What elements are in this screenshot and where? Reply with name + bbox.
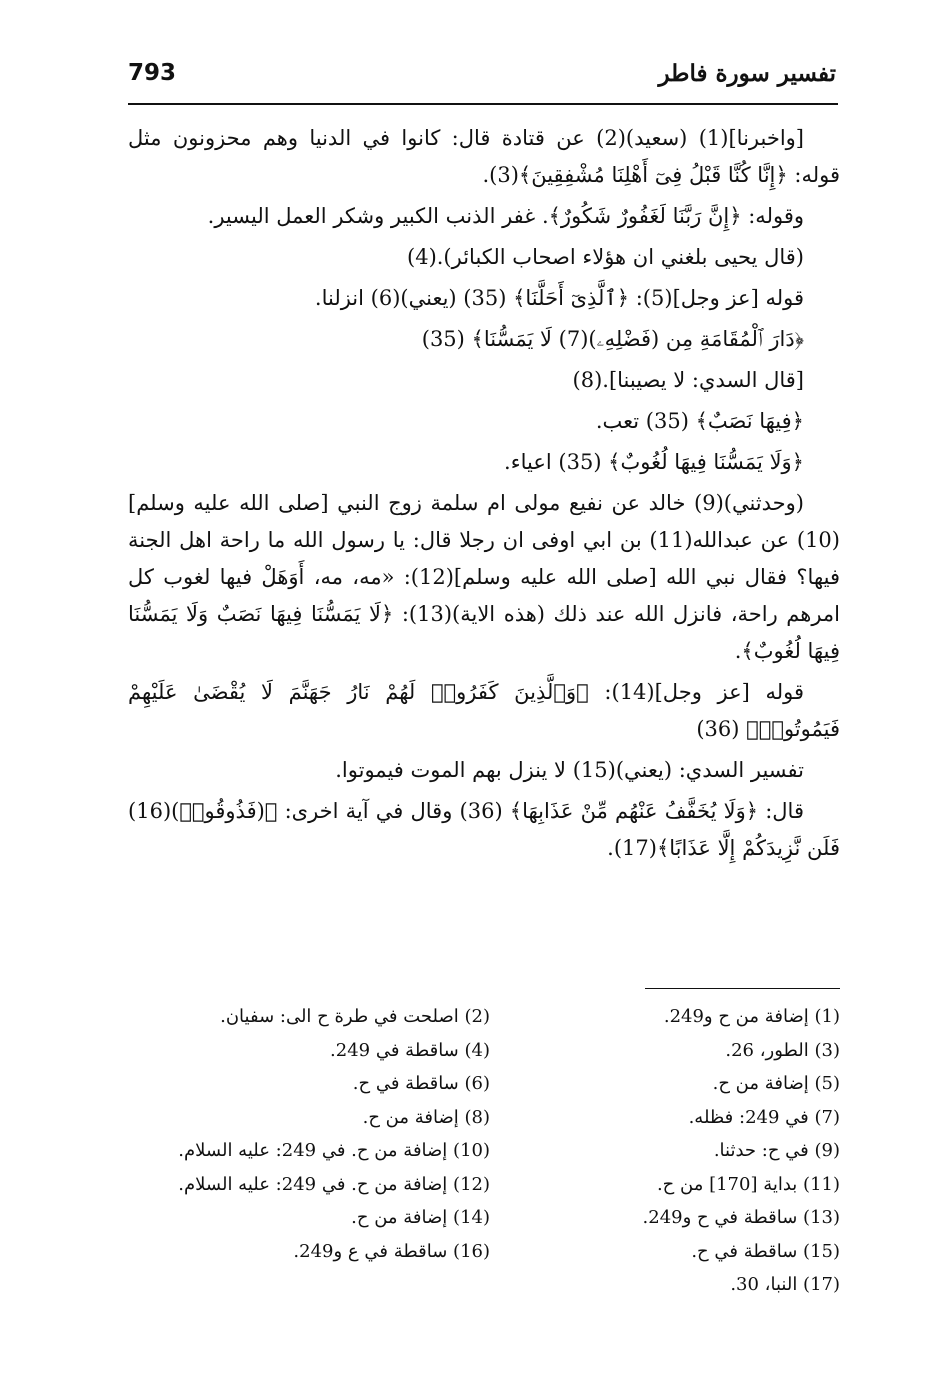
paragraph: [واخبرنا](1) (سعيد)(2) عن قتادة قال: كانوا في الدنيا وهم محزونون مثل قوله: ﴿إِنَّا كُنَّا قَبْلُ فِىٓ أَهْلِنَا مُشْفِقِينَ﴾(3).	[128, 126, 840, 187]
paragraph: قوله [عز وجل](5): ﴿ٱلَّذِىٓ أَحَلَّنَا﴾ (35) (يعني)(6) انزلنا.	[314, 286, 804, 310]
page-number: 793	[128, 60, 177, 86]
main-text	[128, 120, 840, 871]
paragraph: تفسير السدي: (يعني)(15) لا ينزل بهم الموت فيموتوا.	[335, 758, 804, 782]
quran-verse: ﴿دَارَ ٱلْمُقَامَةِ مِن (فَضْلِهِۦ)(7) لَا يَمَسُّنَا﴾ (35)	[421, 327, 804, 351]
footnote: (12) إضافة من ح. في 249: عليه السلام.	[178, 1173, 490, 1195]
paragraph: (قال يحيى بلغني ان هؤلاء اصحاب الكبائر).(4)	[406, 245, 804, 269]
running-title: تفسير سورة فاطر	[658, 60, 836, 87]
footnote: (5) إضافة من ح.	[712, 1073, 840, 1094]
header-rule	[128, 103, 838, 105]
footnote: (6) ساقطة في ح.	[352, 1073, 490, 1094]
footnote: (14) إضافة من ح.	[351, 1207, 490, 1228]
paragraph: قال: ﴿وَلَا يُخَفَّفُ عَنْهُم مِّنْ عَذَابِهَا﴾ (36) وقال في آية اخرى: ﴿(فَذُوقُوا۟)(16) فَلَن نَّزِيدَكُمْ إِلَّا عَذَابًا﴾(17).	[128, 799, 840, 860]
footnote: (1) إضافة من ح و249.	[663, 1006, 840, 1027]
paragraph: وقوله: ﴿إِنَّ رَبَّنَا لَغَفُورٌ شَكُورٌ﴾. غفر الذنب الكبير وشكر العمل اليسير.	[207, 204, 804, 228]
footnote: (9) في ح: حدثنا.	[713, 1140, 840, 1161]
footnote: (10) إضافة من ح. في 249: عليه السلام.	[178, 1140, 490, 1161]
footnotes-left-column	[130, 1000, 490, 1268]
footnote-rule	[645, 988, 840, 989]
footnote: (7) في 249: فظله.	[688, 1106, 840, 1128]
footnote: (4) ساقطة في 249.	[330, 1039, 490, 1061]
footnote: (11) بداية [170] من ح.	[656, 1173, 840, 1195]
footnote: (17) النبا، 30.	[730, 1274, 840, 1295]
footnote: (3) الطور، 26.	[725, 1039, 840, 1061]
footnotes-right-column	[510, 1000, 840, 1302]
quran-verse: ﴿وَلَا يَمَسُّنَا فِيهَا لُغُوبٌ﴾ (35) اعياء.	[504, 450, 804, 474]
page-header	[128, 58, 836, 98]
footnote: (8) إضافة من ح.	[362, 1106, 490, 1128]
paragraph: قوله [عز وجل](14): ﴿وَٱلَّذِينَ كَفَرُوا۟ لَهُمْ نَارُ جَهَنَّمَ لَا يُقْضَىٰ عَلَيْهِمْ فَيَمُوتُوا۟﴾ (36)	[128, 680, 840, 741]
footnote: (2) اصلحت في طرة ح الى: سفيان.	[220, 1006, 490, 1027]
footnote: (16) ساقطة في ع و249.	[293, 1240, 490, 1262]
footnote: (13) ساقطة في ح و249.	[642, 1207, 840, 1228]
paragraph: [قال السدي: لا يصيبنا].(8)	[572, 368, 804, 392]
footnote: (15) ساقطة في ح.	[691, 1240, 840, 1262]
quran-verse: ﴿فِيهَا نَصَبٌ﴾ (35) تعب.	[595, 409, 804, 433]
paragraph: (وحدثني)(9) خالد عن نفيع مولى ام سلمة زوج النبي [صلى الله عليه وسلم](10) عن عبدالله(11) بن ابي اوفى ان رجلا قال: يا رسول الله ما راحة اهل الجنة فيها؟ فقال نبي الله [صلى الله عليه وسلم](12): «مه، مه، أَوَهَلْ فيها لغوب كل امرهم راحة، فانزل الله عند ذلك (هذه الاية)(13): ﴿لَا يَمَسُّنَا فِيهَا نَصَبٌ وَلَا يَمَسُّنَا فِيهَا لُغُوبٌ﴾.	[128, 491, 840, 663]
